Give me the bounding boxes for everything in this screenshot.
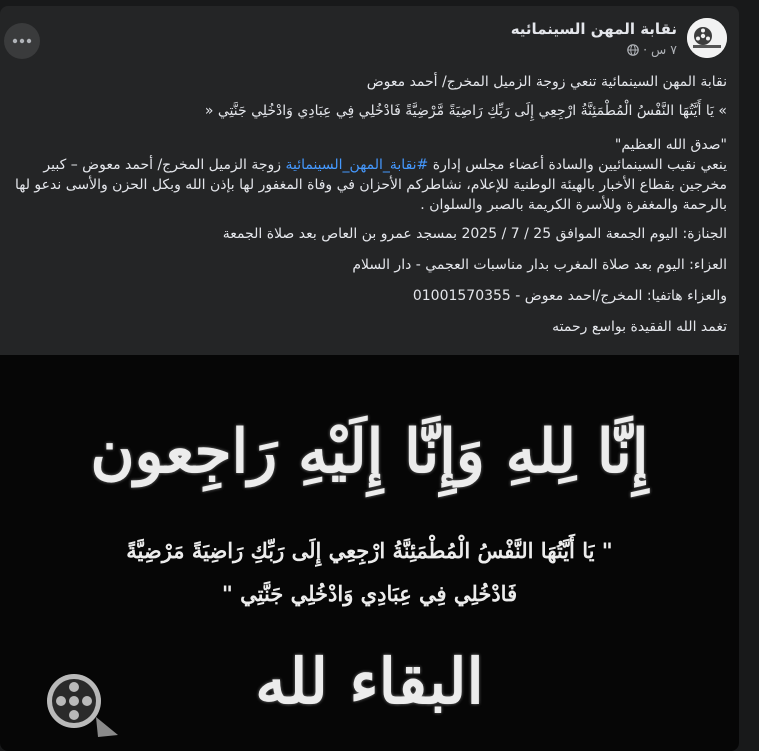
post-body (10, 72, 727, 346)
post-line-title: نقابة المهن السينمائية تنعي زوجة الزميل المخرج/ أحمد معوض (366, 74, 727, 90)
post-line-closing: تغمد الله الفقيدة بواسع رحمته (552, 319, 727, 335)
post-paragraph-start: ينعي نقيب السينمائيين والسادة أعضاء مجلس إدارة (428, 157, 727, 173)
post-paragraph-end: زوجة الزميل المخرج/ أحمد معوض – كبير مخرجين بقطاع الأخبار بالهيئة الوطنية للإعلام، نشاطركم الأحزان في وفاة المغفور لها بإذن الله وبكل الحزن والأسى ندعو لها بالرحمة والمغفرة وللأسرة الكريمة بالصبر والسلوان . (14, 157, 727, 213)
more-options-button[interactable] (4, 23, 40, 59)
post-line-verse: » يَا أَيَّتُهَا النَّفْسُ الْمُطْمَئِنَّةُ ارْجِعِي إِلَى رَبِّكِ رَاضِيَةً مَّرْضِيَّةً فَادْخُلِي فِي عِبَادِي وَادْخُلِي جَنَّتِي « (204, 103, 727, 119)
page-avatar[interactable] (687, 18, 727, 58)
post-paragraph (10, 155, 727, 215)
poster-headline: إِنَّا لِلهِ وَإِنَّا إِلَيْهِ رَاجِعون (90, 417, 649, 487)
poster-baqa: البقاء لله (255, 645, 484, 718)
meta-dot: · (643, 42, 648, 57)
poster-verse-line-2: فَادْخُلِي فِي عِبَادِي وَادْخُلِي جَنَّتِي " (221, 581, 518, 606)
film-reel-watermark-icon (38, 665, 120, 741)
page-name[interactable]: نقابة المهن السينمائيه (510, 20, 677, 38)
post-line-sadaqa: "صدق الله العظيم" (614, 137, 727, 153)
post-meta (627, 42, 677, 57)
post-header (0, 6, 739, 68)
post-line-funeral: الجنازة: اليوم الجمعة الموافق 25 / 7 / 2025 بمسجد عمرو بن العاص بعد صلاة الجمعة (222, 226, 727, 242)
hashtag-link[interactable]: #نقابة_المهن_السينمائية (285, 157, 429, 173)
more-dots-icon (12, 38, 32, 44)
post-time[interactable]: ٧ س (651, 42, 677, 57)
globe-icon (627, 44, 639, 56)
page-background-strip (739, 0, 759, 751)
post-line-phone: والعزاء هاتفيا: المخرج/احمد معوض - 01001570355 (412, 288, 727, 304)
film-reel-logo-icon (687, 18, 727, 58)
post-image[interactable] (0, 355, 739, 751)
post-line-condolence: العزاء: اليوم بعد صلاة المغرب بدار مناسبات العجمي - دار السلام (352, 257, 727, 273)
poster-verse-line-1: " يَا أَيَّتُهَا النَّفْسُ الْمُطْمَئِنَّةُ ارْجِعِي إِلَى رَبِّكِ رَاضِيَةً مَرْضِيَّةً (126, 538, 613, 563)
post-card (0, 6, 739, 751)
